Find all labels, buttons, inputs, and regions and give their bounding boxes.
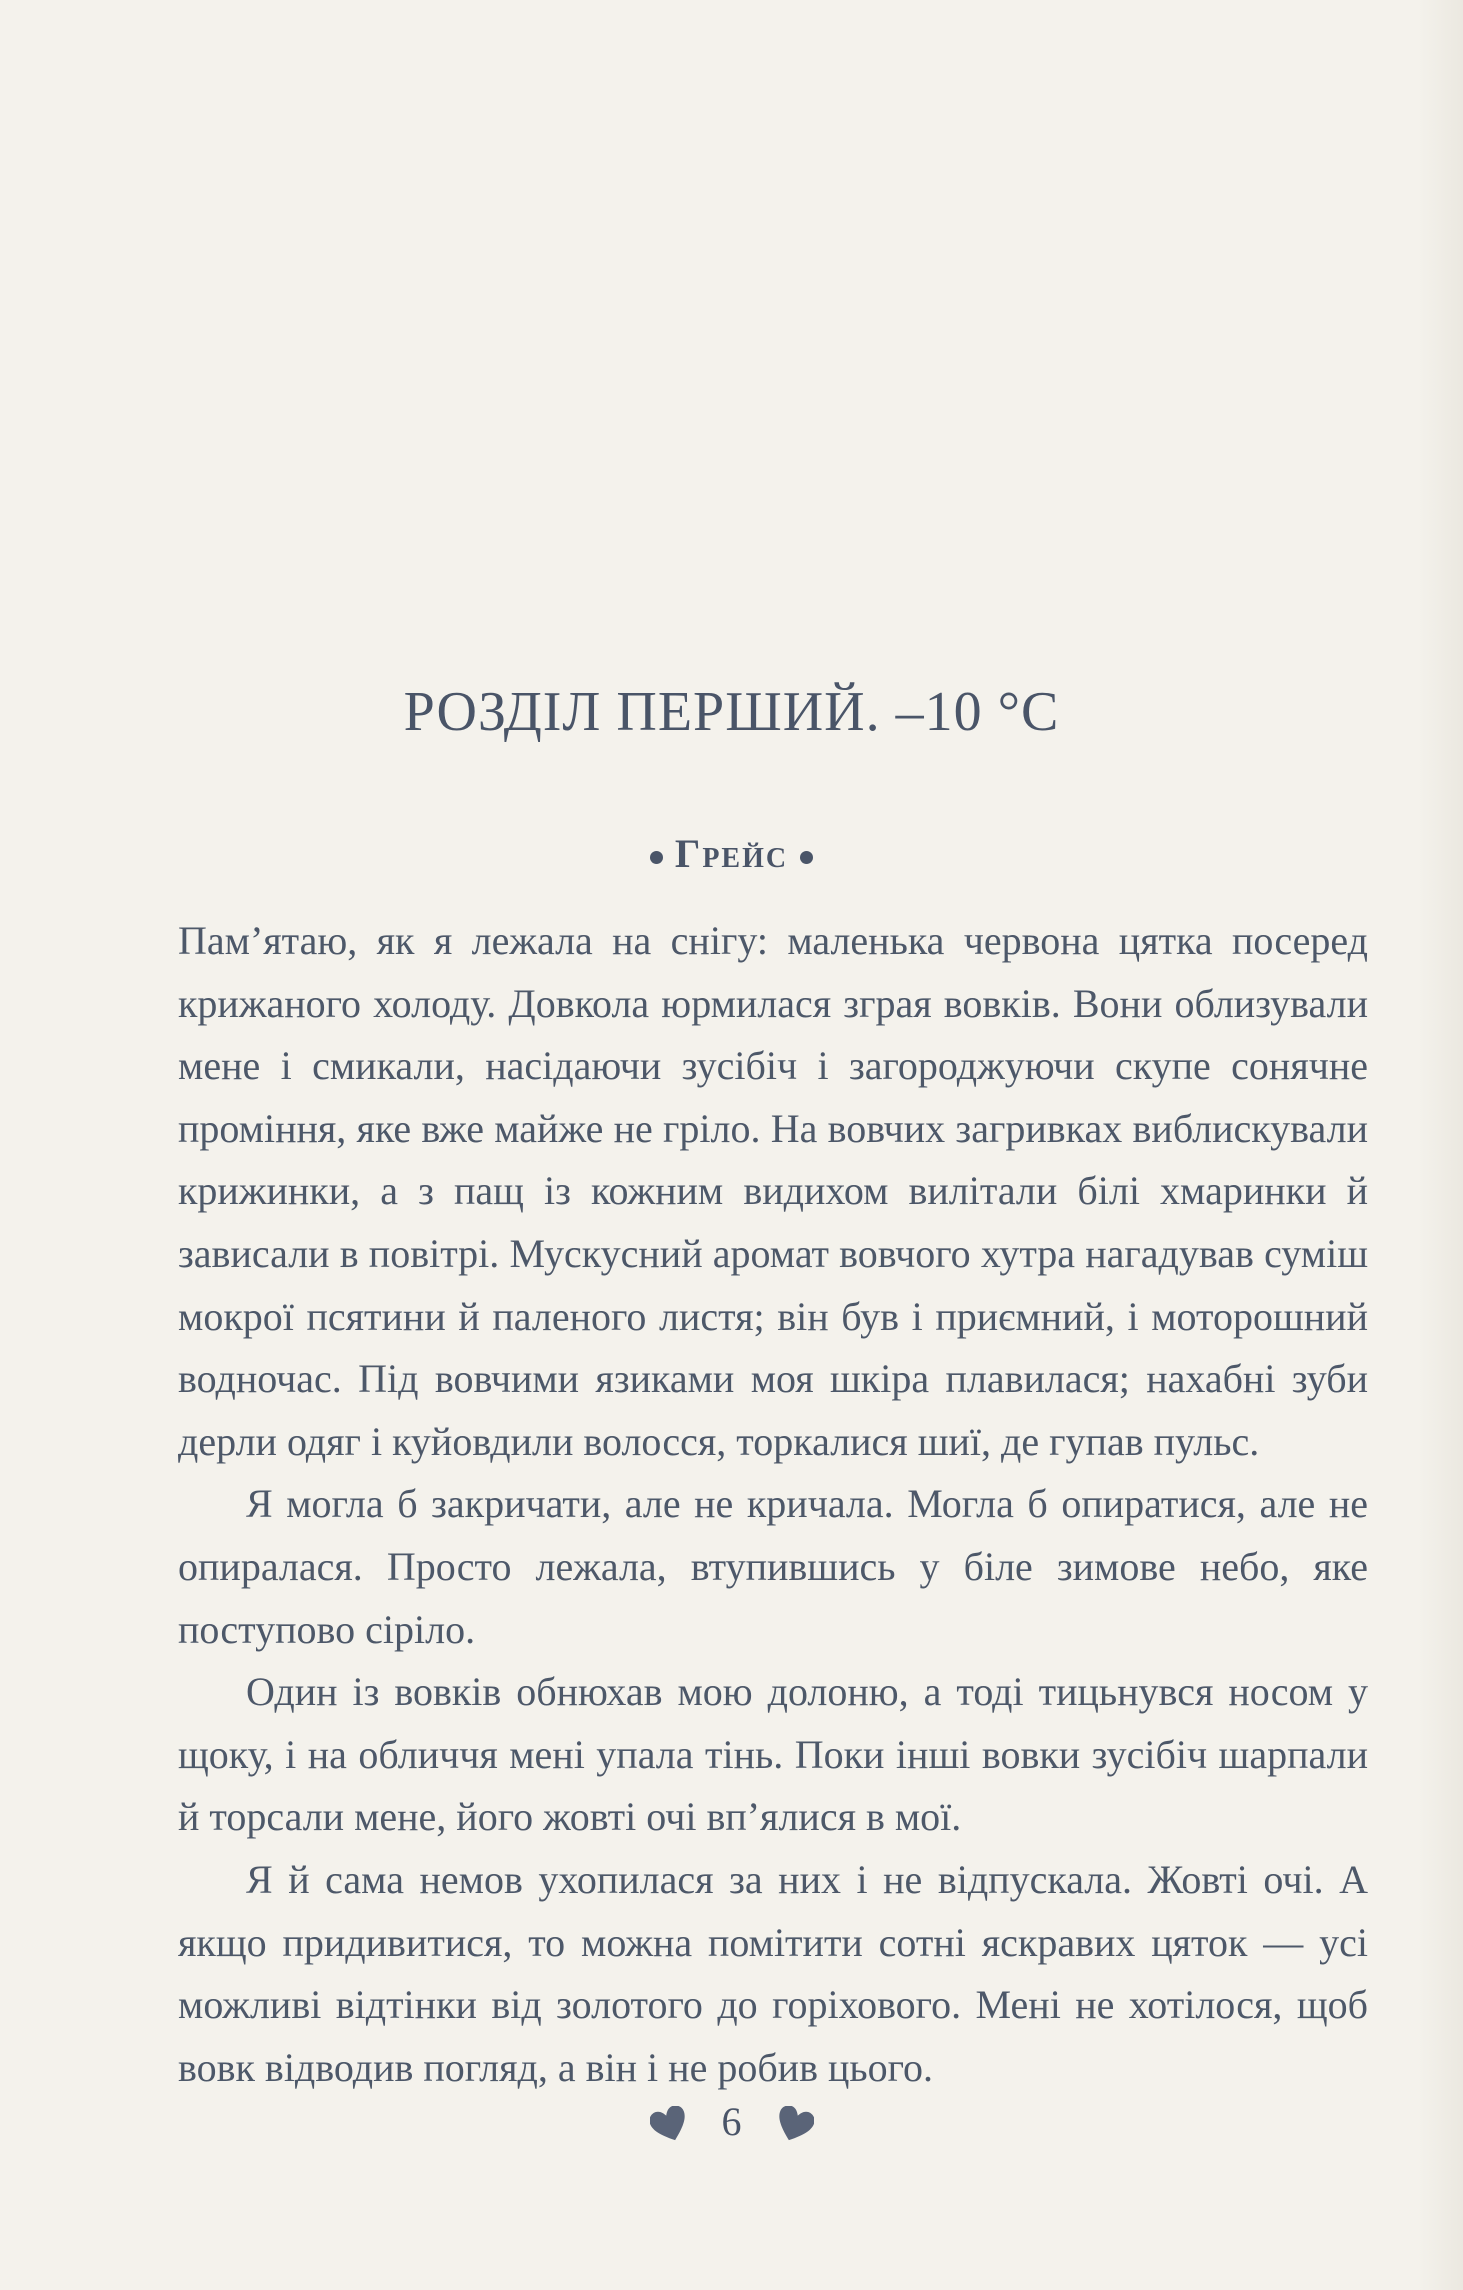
heart-icon: [650, 2106, 690, 2146]
bullet-dot-icon: [650, 851, 663, 864]
chapter-title: РОЗДІЛ ПЕРШИЙ. –10 °С: [403, 681, 1060, 743]
paragraph: Я й сама немов ухопилася за них і не відпускала. Жовті очі. А якщо придивитися, то можна помітити сотні яскравих цяток — усі можливі відтінки від золотого до горіхового. Мені не хотілося, щоб вовк відводив погляд, а він і не робив цього.: [178, 1856, 1368, 2090]
narrator-heading: [0, 830, 1463, 877]
body-text: [178, 910, 1368, 2099]
page-footer: [0, 2098, 1463, 2146]
narrator-name: Грейс: [674, 831, 789, 876]
heart-icon: [774, 2106, 814, 2146]
paragraph: Один із вовків обнюхав мою долоню, а тоді тицьнувся носом у щоку, і на обличчя мені упала тінь. Поки інші вовки зусібіч шарпали й торсали мене, його жовті очі вп’ялися в мої.: [178, 1669, 1368, 1840]
bullet-dot-icon: [800, 851, 813, 864]
page-number: 6: [721, 2099, 742, 2144]
paragraph: Пам’ятаю, як я лежала на снігу: маленька червона цятка посеред крижаного холоду. Довкола юрмилася зграя вовків. Вони облизували мене і смикали, насідаючи зусібіч і загороджуючи скупе сонячне проміння, яке вже майже не гріло. На вовчих загривках виблискували крижинки, а з пащ із кожним видихом вилітали білі хмаринки й зависали в повітрі. Мускусний аромат вовчого хутра нагадував суміш мокрої псятини й паленого листя; він був і приємний, і моторошний водночас. Під вовчими язиками моя шкіра плавилася; нахабні зуби дерли одяг і куйовдили волосся, торкалися шиї, де гупав пульс.: [178, 918, 1368, 1464]
paragraph: Я могла б закричати, але не кричала. Могла б опиратися, але не опиралася. Просто лежала, втупившись у біле зимове небо, яке поступово сіріло.: [178, 1481, 1368, 1652]
page-edge-shadow: [1417, 0, 1463, 2290]
